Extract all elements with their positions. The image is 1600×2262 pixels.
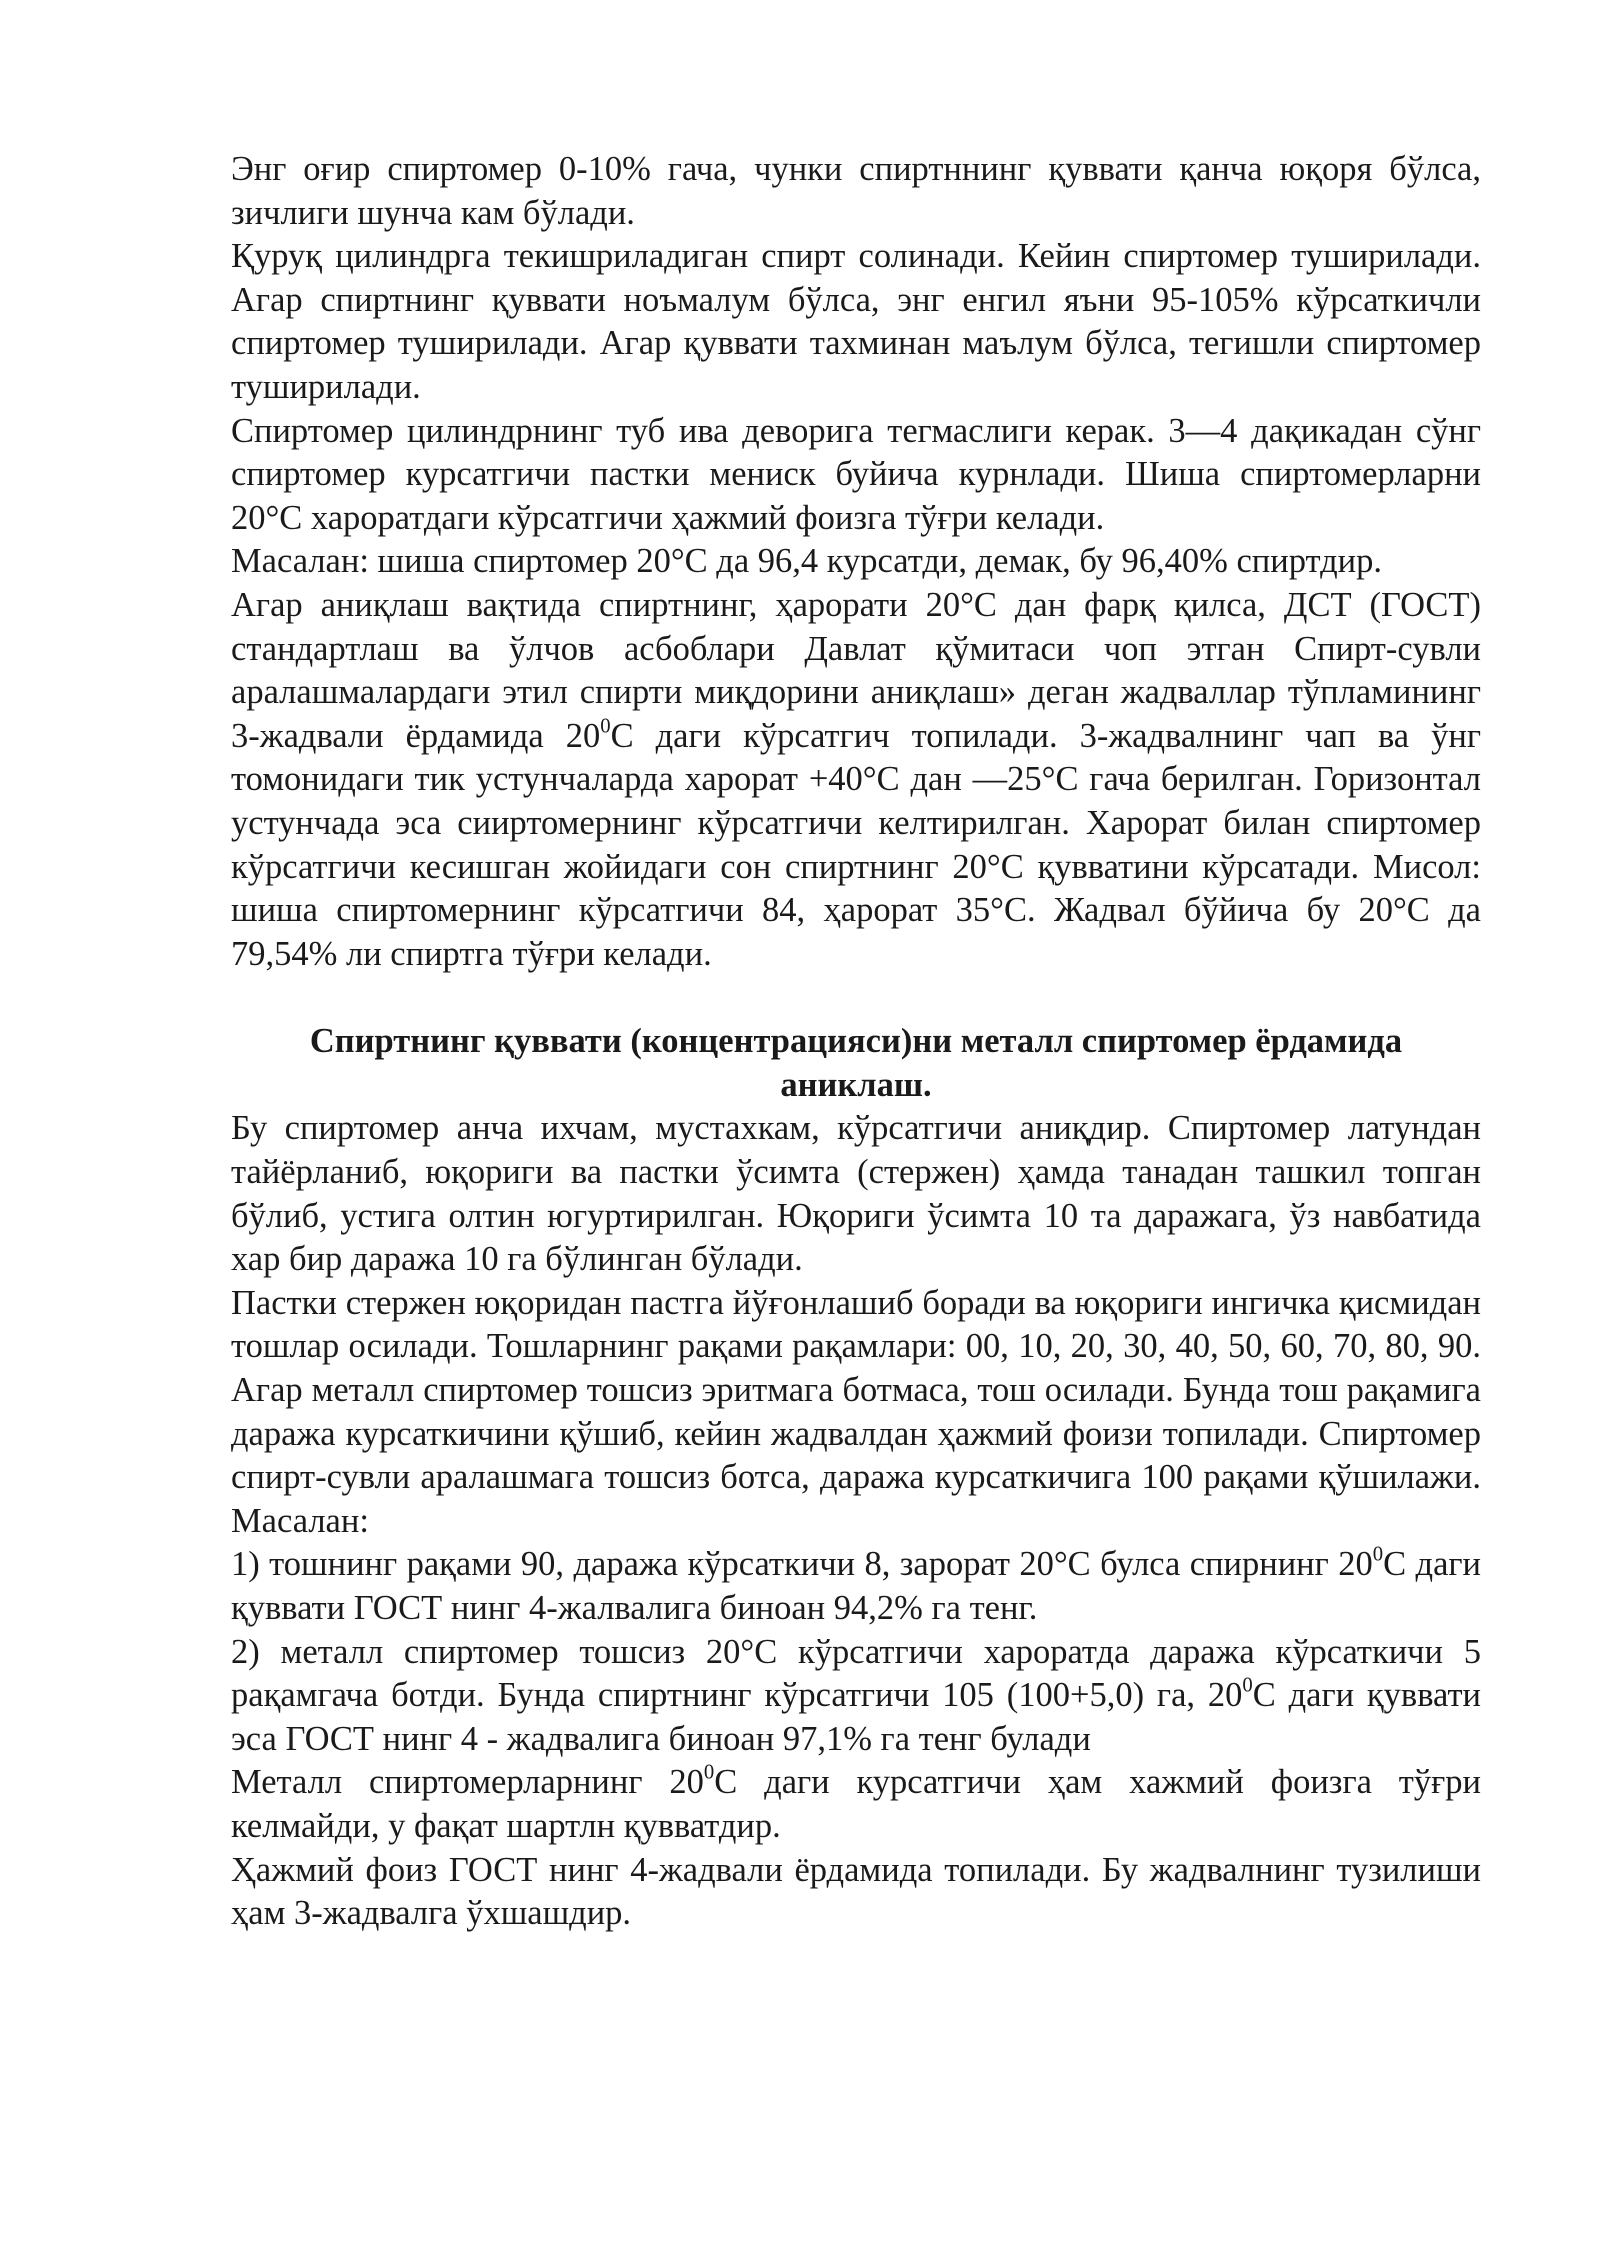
- paragraph: Ҳажмий фоиз ГОСТ нинг 4-жадвали ёрдамида топилади. Бу жадвалнинг тузилиши ҳам 3-жадвалга ўхшашдир.: [231, 1850, 1481, 1933]
- superscript: 0: [1242, 1674, 1253, 1697]
- paragraph: Қуруқ цилиндрга текишриладиган спирт солинади. Кейин спиртомер туширилади. Агар спиртнинг қуввати ноъмалум бўлса, энг енгил яъни 95-105% кўрсаткичли спиртомер туширилади. Агар қуввати тахминан маълум бўлса, тегишли спиртомер туширилади.: [231, 237, 1481, 406]
- paragraph-text: С даги қуввати ГОСТ нинг 4-жалвалига биноан 94,2% га тенг.: [231, 1545, 1481, 1627]
- paragraph: [231, 1631, 1481, 1762]
- paragraph-text: С даги кўрсатгич топилади. 3-жадвалнинг чап ва ўнг томонидаги тик устунчаларда харорат +40°С дан —25°С гача берилган. Горизонтал устунчада эса сииртомернинг кўрсатгичи келтирилган. Харорат билан спиртомер кўрсатгичи кесишган жойидаги сон спиртнинг 20°С қувватини кўрсатади. Мисол: шиша спиртомернинг кўрсатгичи 84, ҳарорат 35°С. Жадвал бўйича бу 20°С да 79,54% ли спиртга тўғри келади.: [231, 716, 1481, 973]
- paragraph-text: С даги қуввати эса ГОСТ нинг 4 - жадвалига биноан 97,1% га тенг булади: [231, 1676, 1482, 1758]
- paragraph: Пастки стержен юқоридан пастга йўғонлашиб боради ва юқориги ингичка қисмидан тошлар осилади. Тошларнинг рақами рақамлари: 00, 10, 20, 30, 40, 50, 60, 70, 80, 90. Агар металл спиртомер тошсиз эритмага ботмаса, тош осилади. Бунда тош рақамига даража курсаткичини қўшиб, кейин жадвалдан ҳажмий фоизи топилади. Спиртомер спирт-сувли аралашмага тошсиз ботса, даража курсаткичига 100 рақами қўшилажи. Масалан:: [231, 1283, 1481, 1540]
- paragraph: Энг оғир спиртомер 0-10% гача, чунки спиртннинг қуввати қанча юқоря бўлса, зичлиги шунча кам бўлади.: [231, 150, 1481, 232]
- document-page: [231, 148, 1481, 1936]
- paragraph-text: Металл спиртомерларнинг 20: [231, 1763, 704, 1802]
- paragraph: [231, 584, 1481, 976]
- paragraph-text: С даги курсатгичи ҳам хажмий фоизга тўғри келмайди, у фақат шартлн қувватдир.: [231, 1763, 1481, 1845]
- paragraph: Бу спиртомер анча ихчам, мустахкам, кўрсатгичи аниқдир. Спиртомер латундан тайёрланиб, юқориги ва пастки ўсимта (стержен) ҳамда танадан ташкил топган бўлиб, устига олтин югуртирилган. Юқориги ўсимта 10 та даражага, ўз навбатида хар бир даража 10 га бўлинган бўлади.: [231, 1109, 1481, 1279]
- paragraph-text: Агар аниқлаш вақтида спиртнинг, ҳарорати 20°С дан фарқ қилса, ДСТ (ГОСТ) стандартлаш ва ўлчов асбоблари Давлат қўмитаси чоп этган Спирт-сувли аралашмалардаги этил спирти миқдорини аниқлаш» деган жадваллар тўпламининг 3-жадвали ёрдамида 20: [231, 585, 1481, 755]
- superscript: 0: [1372, 1543, 1384, 1566]
- superscript: 0: [703, 1761, 715, 1784]
- section-heading: Спиртнинг қуввати (концентрацияси)ни металл спиртомер ёрдамида аниклаш.: [309, 1022, 1403, 1104]
- paragraph: [231, 1761, 1481, 1848]
- section-spacer: [231, 976, 1481, 1020]
- superscript: 0: [600, 715, 611, 738]
- paragraph: [231, 1543, 1481, 1630]
- paragraph: Спиртомер цилиндрнинг туб ива деворига тегмаслиги керак. 3—4 дақикадан сўнг спиртомер курсатгичи пастки мениск буйича курнлади. Шиша спиртомерларни 20°С хароратдаги кўрсатгичи ҳажмий фоизга тўғри келади.: [231, 411, 1481, 537]
- paragraph-text: 2) металл спиртомер тошсиз 20°С кўрсатгичи хароратда даража кўрсаткичи 5 рақамгача ботди. Бунда спиртнинг кўрсатгичи 105 (100+5,0) га, 20: [231, 1632, 1481, 1715]
- paragraph-text: 1) тошнинг рақами 90, даража кўрсаткичи 8, зарорат 20°С булса спирнинг 20: [231, 1545, 1373, 1584]
- paragraph: Масалан: шиша спиртомер 20°С да 96,4 курсатди, демак, бу 96,40% спиртдир.: [231, 542, 1383, 581]
